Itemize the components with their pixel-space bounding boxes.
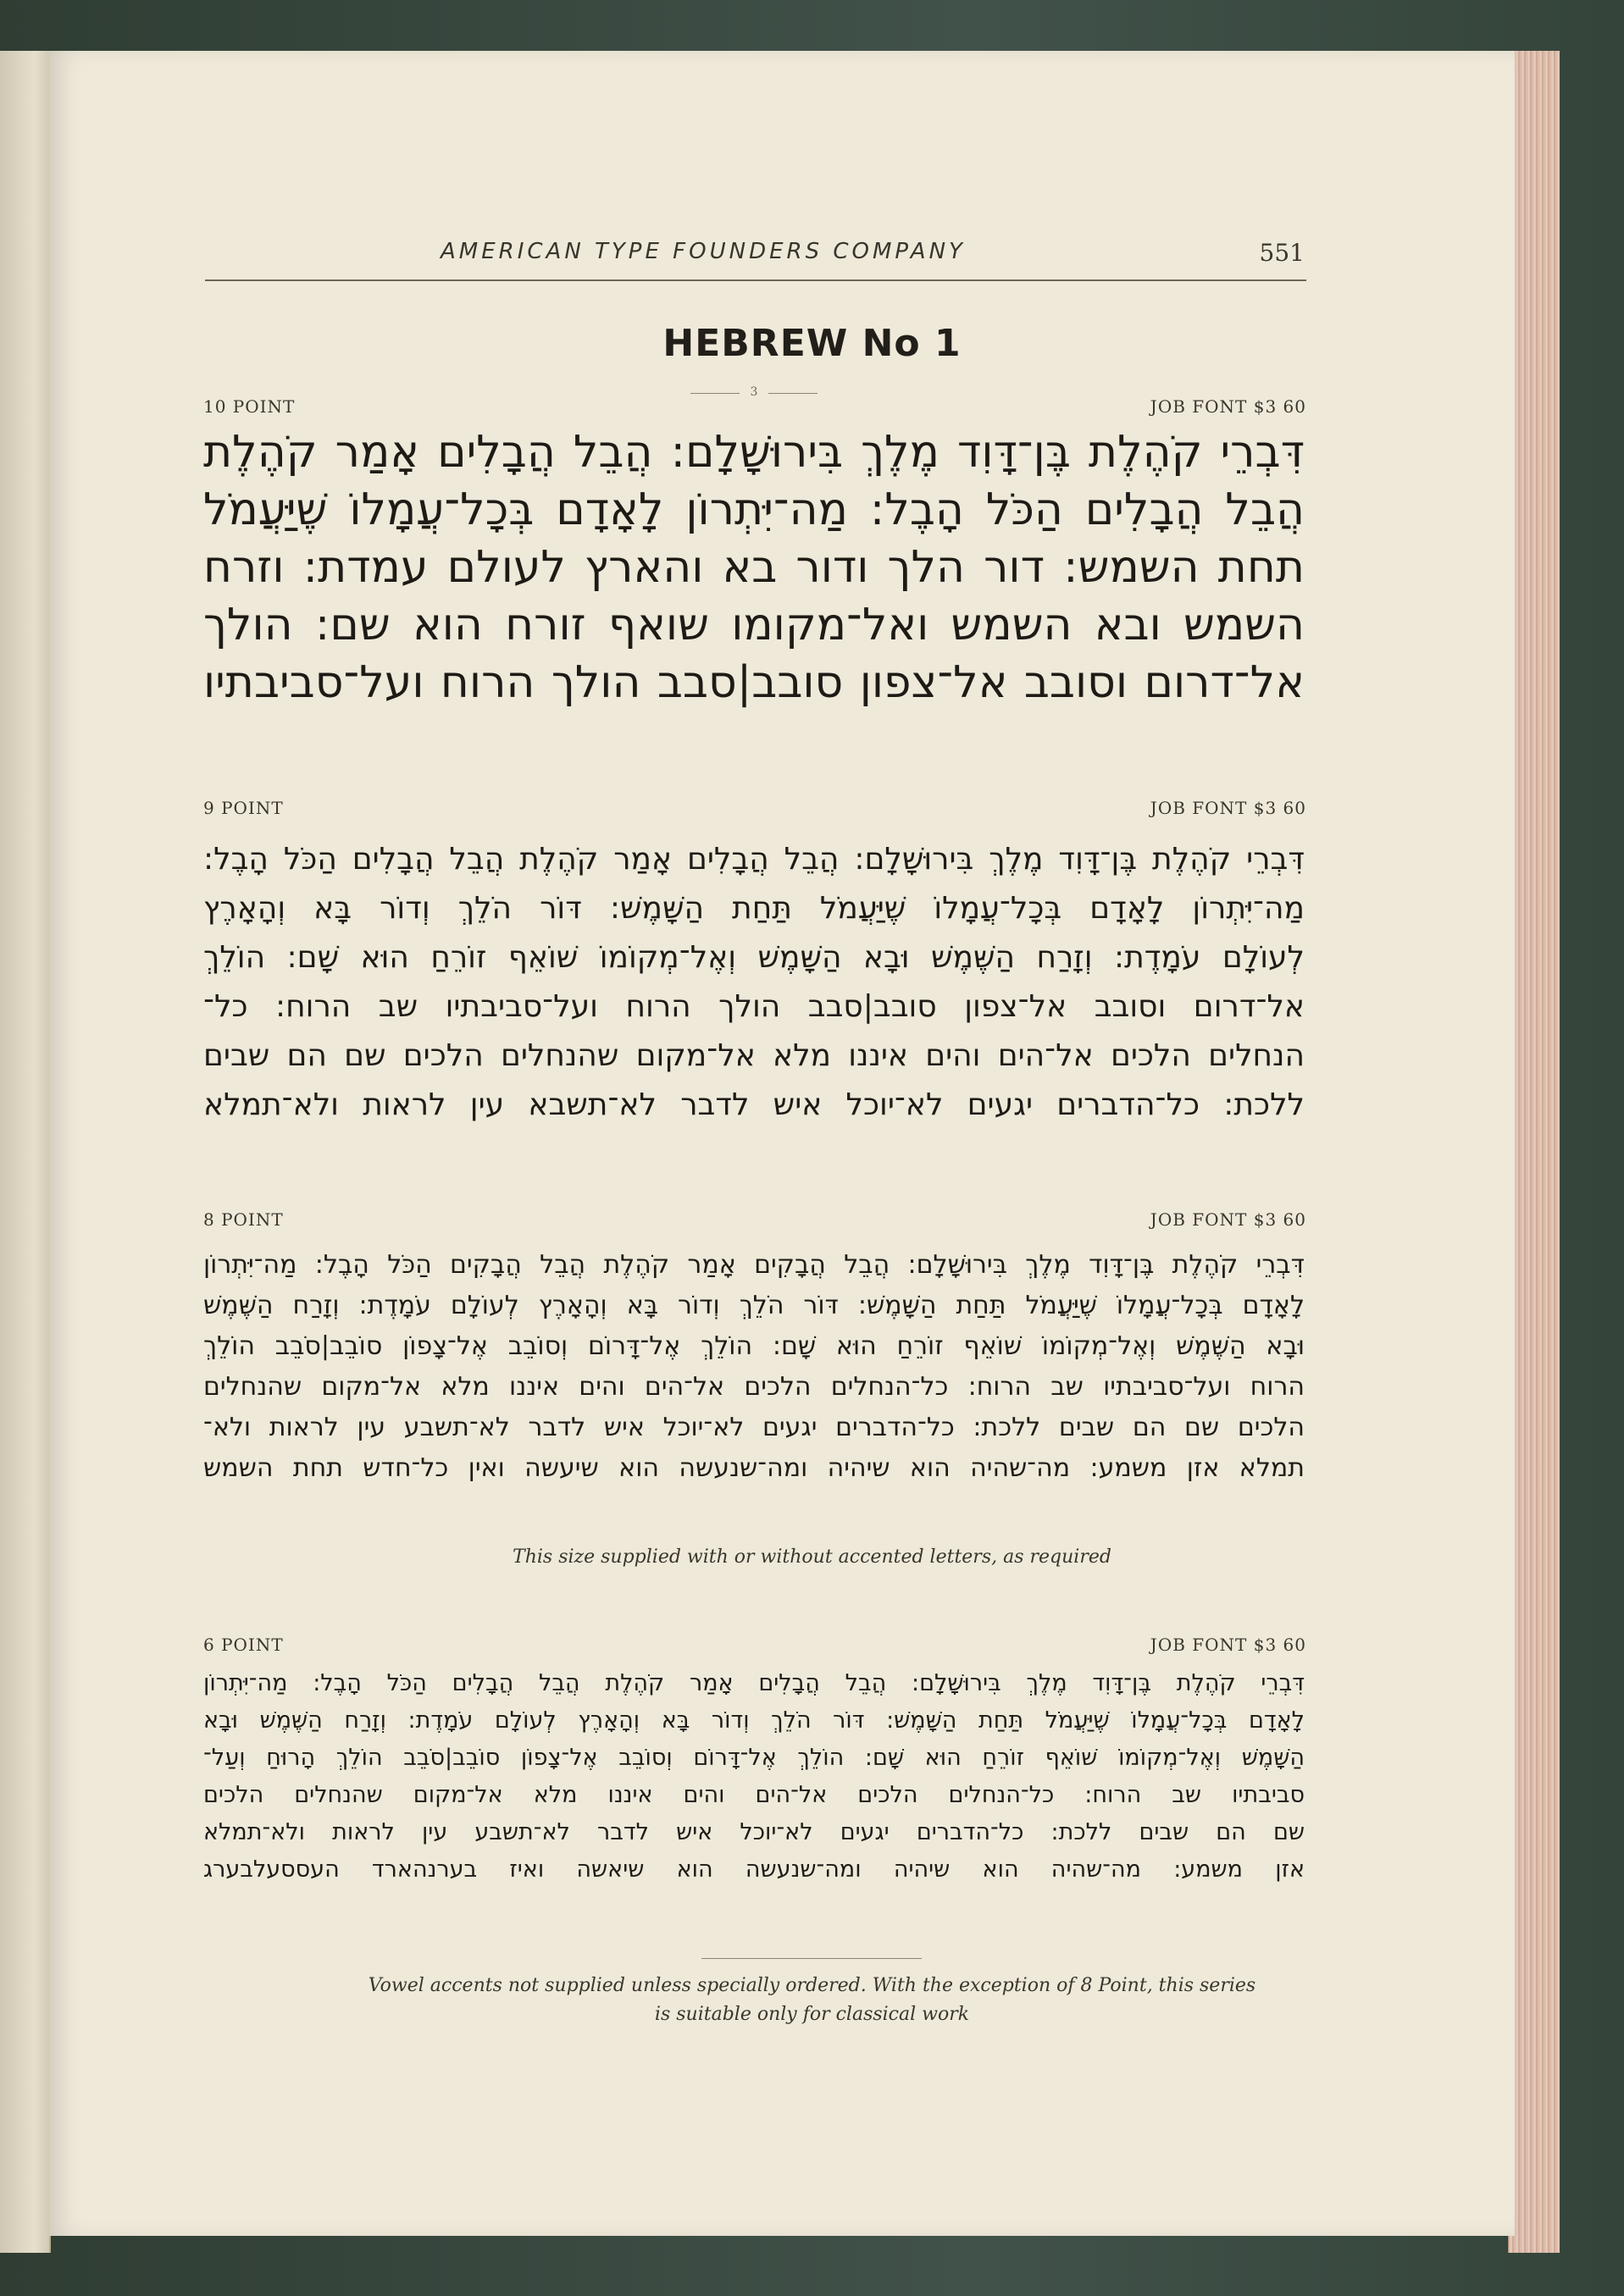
specimen-line: סביבתיו שב הרוח: כל־הנחלים הלכים אל־הים והים איננו מלא אל־מקום שהנחלים הלכים [203,1782,1305,1808]
specimen-line: השמש ובא השמש ואל־מקומו שואף זורח הוא שם: הולך [203,600,1305,650]
section-price-10-point: JOB FONT $3 60 [1150,396,1306,417]
page-stack-edges [1508,51,1560,2253]
specimen-line: לְעוֹלָם עֹמָדֶת: וְזָרַח הַשֶּׁמֶשׁ וּבָא הַשָּׁמֶשׁ וְאֶל־מְקוֹמוֹ שׁוֹאֵף זוֹרֵחַ הוּא שָׁם: הוֹלֵךְ [203,940,1305,975]
section-label-6-point: 6 POINT [203,1635,284,1655]
specimen-line: תמלא אזן משמע: מה־שהיה הוא שיהיה ומה־שנעשה הוא שיעשה ואין כל־חדש תחת השמש [203,1453,1305,1483]
section-label-10-point: 10 POINT [203,396,296,417]
specimen-10-point [203,423,1305,711]
specimen-line: לָאָדָם בְּכָל־עֲמָלוֹ שֶׁיַּעֲמֹל תַּחַת הַשָּׁמֶשׁ: דּוֹר הֹלֵךְ וְדוֹר בָּא וְהָאָרֶץ לְעוֹלָם עֹמָדֶת: וְזָרַח הַשֶּׁמֶשׁ וּבָא [203,1707,1305,1734]
footer-rule [701,1958,922,1959]
section-price-6-point: JOB FONT $3 60 [1150,1635,1306,1655]
specimen-line: מַה־יִּתְרוֹן לָאָדָם בְּכָל־עֲמָלוֹ שֶׁיַּעֲמֹל תַּחַת הַשָּׁמֶשׁ: דּוֹר הֹלֵךְ וְדוֹר בָּא וְהָאָרֶץ [203,891,1305,926]
footer-note-line-2: is suitable only for classical work [654,2004,970,2025]
facing-page-edge [0,51,51,2253]
specimen-line: דִּבְרֵי קֹהֶלֶת בֶּן־דָּוִד מֶלֶךְ בִּירוּשָׁלָם: הֲבֵל הֲבָלִים אָמַר קֹהֶלֶת [203,427,1305,478]
running-header-title: AMERICAN TYPE FOUNDERS COMPANY [441,239,966,264]
page-title: HEBREW No 1 [662,322,962,365]
header-rule [205,279,1306,281]
specimen-line: דִּבְרֵי קֹהֶלֶת בֶּן־דָּוִד מֶלֶךְ בִּירוּשָׁלָם: הֲבֵל הֲבָלִים אָמַר קֹהֶלֶת הֲבֵל הֲבָלִים הַכֹּל הָבֶל: מַה־יִּתְרוֹן [203,1670,1305,1696]
accented-letters-note: This size supplied with or without accented letters, as required [513,1546,1111,1568]
specimen-line: הֲבֵל הֲבָלִים הַכֹּל הָבֶל: מַה־יִּתְרוֹן לָאָדָם בְּכָל־עֲמָלוֹ שֶׁיַּעֲמֹל [203,484,1305,535]
specimen-line: וּבָא הַשֶּׁמֶשׁ וְאֶל־מְקוֹמוֹ שׁוֹאֵף זוֹרֵחַ הוּא שָׁם: הוֹלֵךְ אֶל־דָּרוֹם וְסוֹבֵב אֶל־צָפוֹן סוֹבֵב|סֹבֵב הוֹלֵךְ [203,1331,1305,1361]
specimen-line: דִּבְרֵי קֹהֶלֶת בֶּן־דָּוִד מֶלֶךְ בִּירוּשָׁלָם: הֲבֵל הֲבָקִים אָמַר קֹהֶלֶת הֲבֵל הֲבָקִים הַכֹּל הָבֶל: מַה־יִּתְרוֹן [203,1250,1305,1280]
specimen-line: הַשָּׁמֶשׁ וְאֶל־מְקוֹמוֹ שׁוֹאֵף זוֹרֵחַ הוּא שָׁם: הוֹלֵךְ אֶל־דָּרוֹם וְסוֹבֵב אֶל־צָפוֹן סוֹבֵב|סֹבֵב הוֹלֵךְ הָרוּחַ וְעַל־ [203,1745,1305,1771]
specimen-line: ללכת: כל־הדברים יגעים לא־יוכל איש לדבר לא־תשבא עין לראות ולא־תמלא [203,1087,1305,1122]
footer-note-line-1: Vowel accents not supplied unless specially ordered. With the exception of 8 Point, this series [368,1975,1256,1996]
specimen-8-point [203,1245,1305,1489]
specimen-line: תחת השמש: דור הלך ודור בא והארץ לעולם עמדת: וזרח [203,542,1305,593]
section-label-8-point: 8 POINT [203,1209,284,1230]
running-header [203,239,1305,273]
specimen-line: לָאָדָם בְּכָל־עֲמָלוֹ שֶׁיַּעֲמֹל תַּחַת הַשָּׁמֶשׁ: דּוֹר הֹלֵךְ וְדוֹר בָּא וְהָאָרֶץ לְעוֹלָם עֹמָדֶת: וְזָרַח הַשֶּׁמֶשׁ [203,1291,1305,1320]
specimen-line: דִּבְרֵי קֹהֶלֶת בֶּן־דָּוִד מֶלֶךְ בִּירוּשָׁלָם: הֲבֵל הֲבָלִים אָמַר קֹהֶלֶת הֲבֵל הֲבָלִים הַכֹּל הָבֶל: [203,842,1305,877]
book-page [49,51,1515,2236]
specimen-9-point [203,835,1305,1130]
specimen-line: הרוח ועל־סביבתיו שב הרוח: כל־הנחלים הלכים אל־הים והים איננו מלא אל־מקום שהנחלים [203,1372,1305,1402]
specimen-line: אזן משמע: מה־שהיה הוא שיהיה ומה־שנעשה הוא שיאשה ואיז בערנהארד העססעלבערג [203,1856,1305,1883]
specimen-6-point [203,1665,1305,1889]
specimen-line: שם הם שבים ללכת: כל־הדברים יגעים לא־יוכל איש לדבר לא־תשבע עין לראות ולא־תמלא [203,1819,1305,1845]
specimen-line: אל־דרום וסובב אל־צפון סובב|סבב הולך הרוח ועל־סביבתיו [203,657,1305,708]
page-number: 551 [1259,239,1305,267]
section-price-8-point: JOB FONT $3 60 [1150,1209,1306,1230]
title-ornament: 3 [690,385,818,399]
section-label-9-point: 9 POINT [203,798,284,818]
specimen-line: הנחלים הלכים אל־הים והים איננו מלא אל־מקום שהנחלים הלכים שם הם שבים [203,1038,1305,1073]
specimen-line: הלכים שם הם שבים ללכת: כל־הדברים יגעים לא־יוכל איש לדבר לא־תשבע עין לראות ולא־ [203,1413,1305,1442]
section-price-9-point: JOB FONT $3 60 [1150,798,1306,818]
specimen-line: אל־דרום וסובב אל־צפון סובב|סבב הולך הרוח ועל־סביבתיו שב הרוח: כל־ [203,989,1305,1024]
